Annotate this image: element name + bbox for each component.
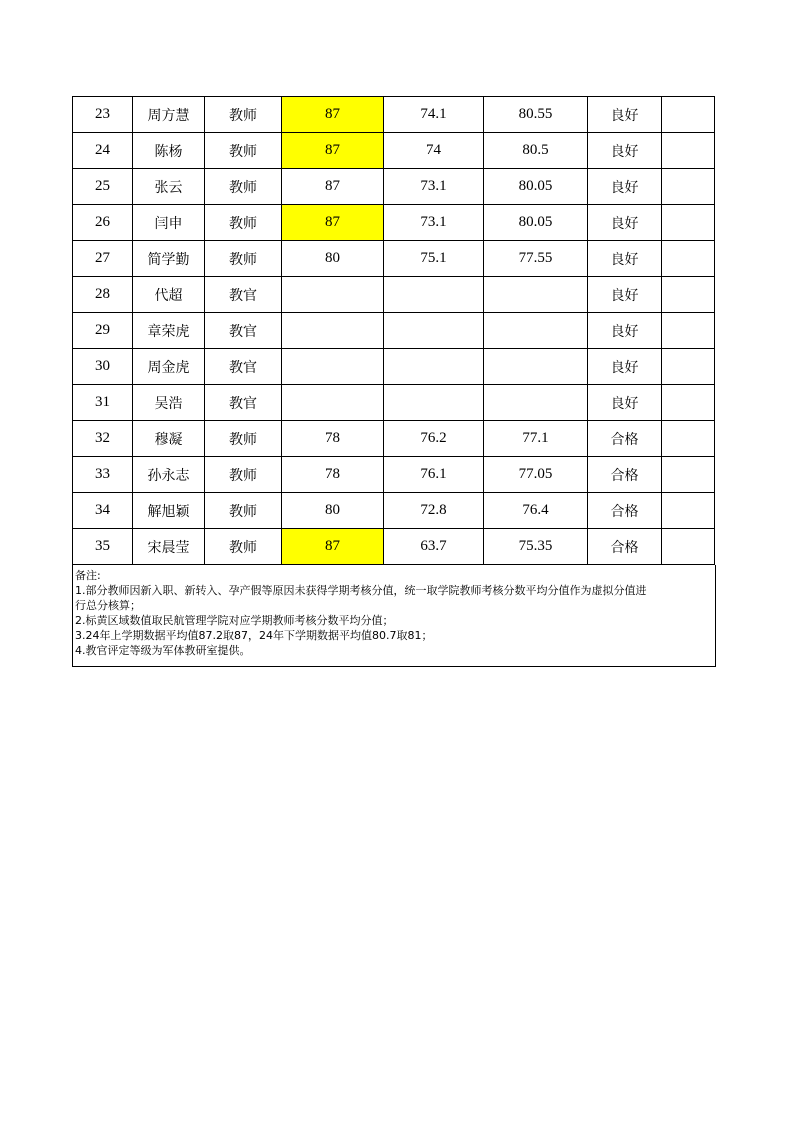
cell-grade: 合格 — [588, 421, 662, 457]
cell-grade: 良好 — [588, 169, 662, 205]
notes-line: 3.24年上学期数据平均值87.2取87，24年下学期数据平均值80.7取81； — [75, 629, 433, 642]
cell-grade: 合格 — [588, 457, 662, 493]
cell-score1: 87 — [282, 133, 384, 169]
notes-line: 4.教官评定等级为军体教研室提供。 — [75, 644, 251, 657]
cell-role: 教官 — [205, 385, 282, 421]
cell-role: 教师 — [205, 97, 282, 133]
cell-total: 80.55 — [484, 97, 588, 133]
cell-score2 — [384, 349, 484, 385]
cell-remark — [662, 385, 715, 421]
cell-score1: 78 — [282, 457, 384, 493]
notes-heading: 备注: — [75, 569, 101, 582]
cell-total: 76.4 — [484, 493, 588, 529]
cell-no: 23 — [73, 97, 133, 133]
cell-score2: 63.7 — [384, 529, 484, 565]
notes-box — [72, 565, 716, 667]
cell-score2: 74 — [384, 133, 484, 169]
cell-total — [484, 385, 588, 421]
table-row — [73, 169, 715, 205]
table-row — [73, 97, 715, 133]
cell-name: 陈杨 — [133, 133, 205, 169]
cell-score2 — [384, 385, 484, 421]
cell-grade: 良好 — [588, 205, 662, 241]
cell-no: 35 — [73, 529, 133, 565]
cell-total — [484, 277, 588, 313]
cell-total: 80.05 — [484, 169, 588, 205]
cell-score2: 75.1 — [384, 241, 484, 277]
cell-score1: 87 — [282, 169, 384, 205]
score-table — [72, 96, 715, 565]
cell-score1 — [282, 349, 384, 385]
notes-line: 1.部分教师因新入职、新转入、孕产假等原因未获得学期考核分值，统一取学院教师考核分数平均分值作为虚拟分值进 — [75, 584, 647, 597]
cell-name: 宋晨莹 — [133, 529, 205, 565]
cell-remark — [662, 457, 715, 493]
cell-no: 29 — [73, 313, 133, 349]
cell-no: 34 — [73, 493, 133, 529]
cell-total: 77.1 — [484, 421, 588, 457]
table-row — [73, 529, 715, 565]
cell-total: 80.05 — [484, 205, 588, 241]
cell-score2: 72.8 — [384, 493, 484, 529]
cell-role: 教官 — [205, 349, 282, 385]
cell-score1: 80 — [282, 241, 384, 277]
cell-role: 教师 — [205, 169, 282, 205]
cell-no: 33 — [73, 457, 133, 493]
cell-grade: 良好 — [588, 133, 662, 169]
cell-grade: 良好 — [588, 349, 662, 385]
cell-score1 — [282, 313, 384, 349]
cell-role: 教师 — [205, 457, 282, 493]
cell-no: 32 — [73, 421, 133, 457]
cell-name: 孙永志 — [133, 457, 205, 493]
cell-score2: 74.1 — [384, 97, 484, 133]
cell-no: 25 — [73, 169, 133, 205]
cell-role: 教师 — [205, 493, 282, 529]
cell-name: 吴浩 — [133, 385, 205, 421]
cell-grade: 良好 — [588, 97, 662, 133]
cell-total — [484, 349, 588, 385]
cell-grade: 合格 — [588, 529, 662, 565]
cell-score2: 73.1 — [384, 205, 484, 241]
cell-remark — [662, 97, 715, 133]
table-row — [73, 493, 715, 529]
cell-remark — [662, 169, 715, 205]
cell-remark — [662, 421, 715, 457]
cell-role: 教官 — [205, 277, 282, 313]
notes-line: 2.标黄区域数值取民航管理学院对应学期教师考核分数平均分值； — [75, 614, 394, 627]
cell-remark — [662, 205, 715, 241]
cell-no: 24 — [73, 133, 133, 169]
cell-no: 28 — [73, 277, 133, 313]
cell-name: 闫申 — [133, 205, 205, 241]
cell-total: 77.05 — [484, 457, 588, 493]
cell-grade: 良好 — [588, 241, 662, 277]
cell-score1: 87 — [282, 97, 384, 133]
cell-role: 教师 — [205, 421, 282, 457]
cell-remark — [662, 241, 715, 277]
cell-score1: 87 — [282, 205, 384, 241]
cell-score1: 80 — [282, 493, 384, 529]
cell-name: 周方慧 — [133, 97, 205, 133]
cell-no: 31 — [73, 385, 133, 421]
cell-name: 章荣虎 — [133, 313, 205, 349]
cell-grade: 合格 — [588, 493, 662, 529]
cell-total: 80.5 — [484, 133, 588, 169]
cell-role: 教师 — [205, 133, 282, 169]
table-row — [73, 133, 715, 169]
cell-score1: 78 — [282, 421, 384, 457]
cell-no: 26 — [73, 205, 133, 241]
cell-total: 77.55 — [484, 241, 588, 277]
cell-score2 — [384, 313, 484, 349]
cell-name: 张云 — [133, 169, 205, 205]
cell-score1: 87 — [282, 529, 384, 565]
cell-no: 30 — [73, 349, 133, 385]
cell-name: 穆凝 — [133, 421, 205, 457]
cell-score2: 76.1 — [384, 457, 484, 493]
cell-score2 — [384, 277, 484, 313]
cell-remark — [662, 349, 715, 385]
cell-name: 代超 — [133, 277, 205, 313]
table-row — [73, 457, 715, 493]
notes-line: 行总分核算； — [75, 599, 141, 612]
cell-score2: 76.2 — [384, 421, 484, 457]
cell-score1 — [282, 277, 384, 313]
cell-grade: 良好 — [588, 385, 662, 421]
table-row — [73, 241, 715, 277]
cell-role: 教师 — [205, 529, 282, 565]
cell-no: 27 — [73, 241, 133, 277]
cell-role: 教师 — [205, 241, 282, 277]
table-row — [73, 205, 715, 241]
cell-grade: 良好 — [588, 313, 662, 349]
cell-remark — [662, 133, 715, 169]
score-table-sheet — [72, 96, 714, 667]
cell-grade: 良好 — [588, 277, 662, 313]
cell-role: 教师 — [205, 205, 282, 241]
cell-name: 周金虎 — [133, 349, 205, 385]
cell-name: 解旭颖 — [133, 493, 205, 529]
table-row — [73, 313, 715, 349]
cell-remark — [662, 277, 715, 313]
cell-score2: 73.1 — [384, 169, 484, 205]
cell-remark — [662, 529, 715, 565]
cell-remark — [662, 313, 715, 349]
cell-name: 简学勤 — [133, 241, 205, 277]
cell-remark — [662, 493, 715, 529]
cell-role: 教官 — [205, 313, 282, 349]
table-row — [73, 349, 715, 385]
cell-score1 — [282, 385, 384, 421]
table-row — [73, 277, 715, 313]
cell-total — [484, 313, 588, 349]
table-row — [73, 385, 715, 421]
cell-total: 75.35 — [484, 529, 588, 565]
table-row — [73, 421, 715, 457]
